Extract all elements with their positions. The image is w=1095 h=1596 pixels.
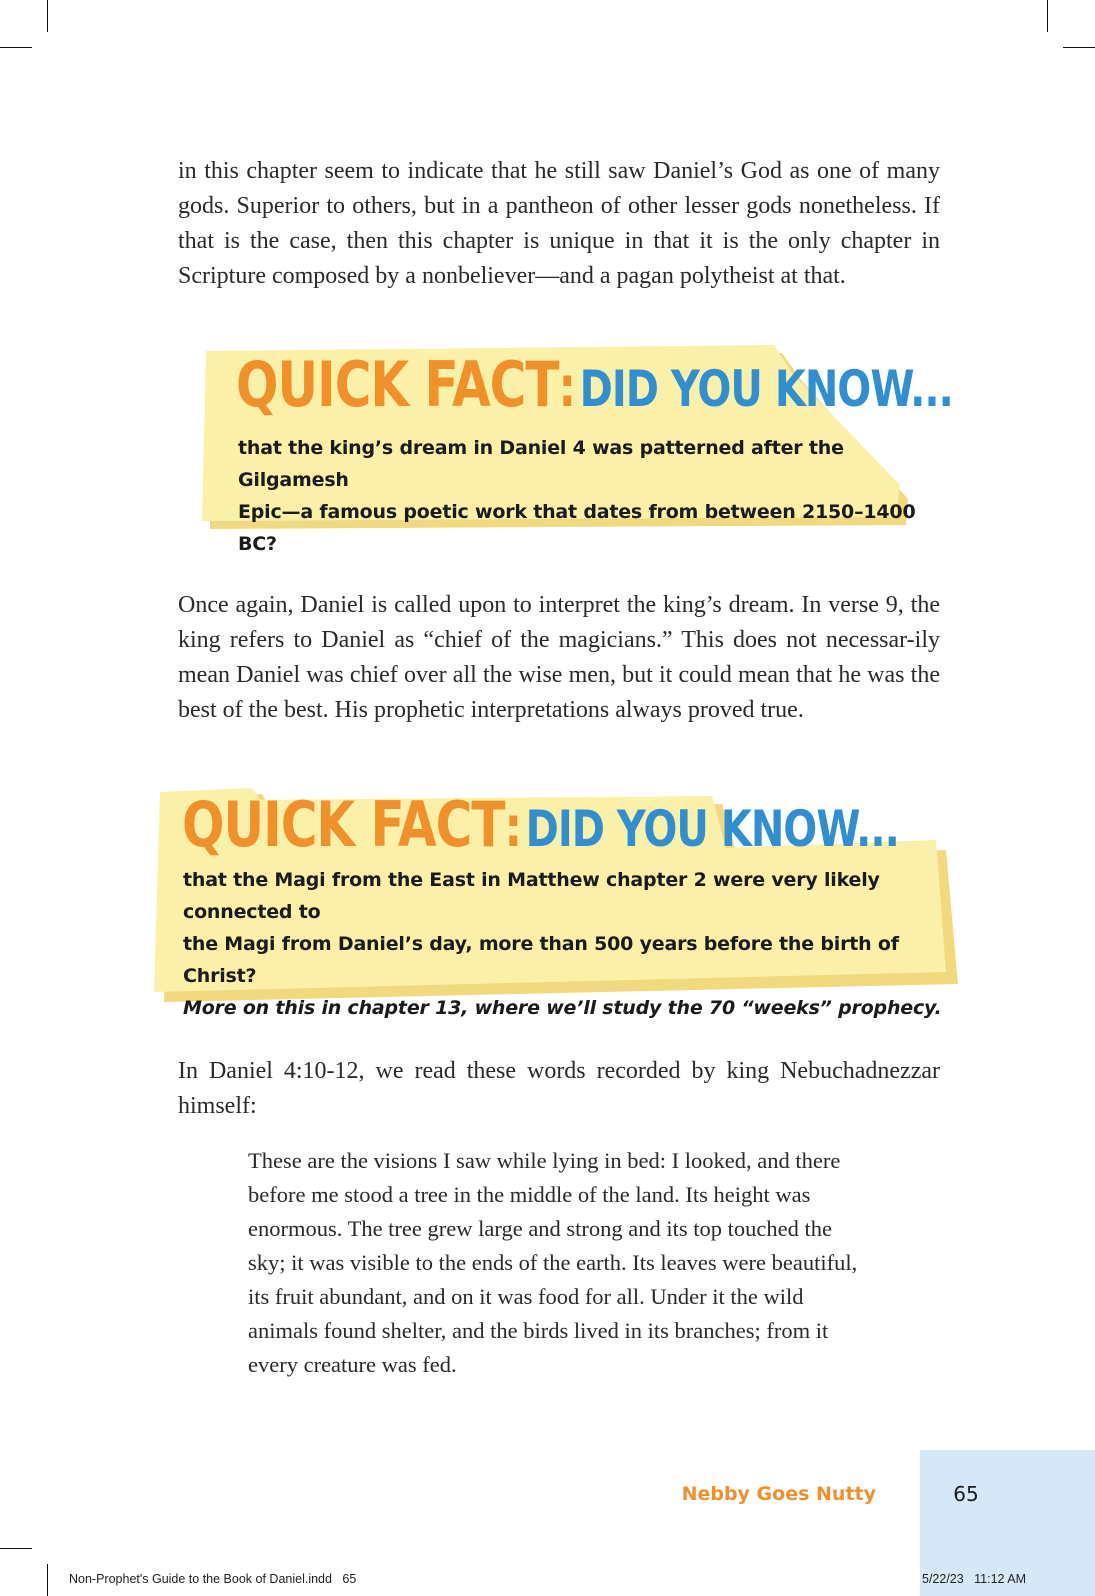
- quick-fact-label: QUICK FACT: [236, 348, 559, 421]
- did-you-know-label: DID YOU KNOW...: [525, 801, 899, 859]
- crop-mark: [0, 47, 32, 48]
- slug-file-info: Non-Prophet's Guide to the Book of Daniel.indd 65: [69, 1572, 357, 1586]
- fact-italic-line: More on this in chapter 13, where we’ll study the 70 “weeks” prophecy.: [183, 997, 942, 1019]
- quick-fact-text: [238, 432, 918, 560]
- fact-line: the Magi from Daniel’s day, more than 500 years before the birth of Christ?: [183, 933, 899, 987]
- crop-mark: [47, 1564, 48, 1596]
- did-you-know-label: DID YOU KNOW...: [579, 361, 953, 419]
- body-paragraph-3: In Daniel 4:10-12, we read these words recorded by king Nebuchadnezzar himself:: [178, 1058, 940, 1119]
- crop-mark: [1047, 0, 1048, 32]
- body-paragraph-1: in this chapter seem to indicate that he still saw Daniel’s God as one of many gods. Superior to others, but in a pantheon of other lesser gods nonetheless. If that is the case, then this chapter is unique in that it is the only chapter in Scripture composed by a nonbeliever—and a pagan polytheist at that.: [178, 158, 940, 289]
- quick-fact-heading: [182, 789, 899, 862]
- crop-mark: [1063, 47, 1095, 48]
- running-footer-title: Nebby Goes Nutty: [681, 1483, 876, 1505]
- quick-fact-box-2: [150, 788, 980, 1019]
- crop-mark: [47, 0, 48, 32]
- quick-fact-colon: :: [504, 796, 522, 860]
- fact-line: that the Magi from the East in Matthew chapter 2 were very likely connected to: [183, 869, 880, 923]
- quick-fact-colon: :: [558, 356, 576, 420]
- fact-line: Epic—a famous poetic work that dates from between 2150–1400 BC?: [238, 501, 916, 555]
- slug-date-info: 5/22/23 11:12 AM: [922, 1572, 1027, 1586]
- quick-fact-label: QUICK FACT: [182, 788, 505, 861]
- quick-fact-text: [183, 864, 963, 1024]
- block-quote: These are the visions I saw while lying in bed: I looked, and there before me stood a tree in the middle of the land. Its height was enormous. The tree grew large and strong and its top touched the sky; it was visible to the ends of the earth. Its leaves were beautiful, its fruit abundant, and on it was food for all. Under it the wild animals found shelter, and the birds lived in its branches; from it every creature was fed.: [248, 1148, 858, 1377]
- quick-fact-box-1: [196, 345, 953, 555]
- quick-fact-heading: [236, 349, 953, 422]
- crop-mark: [0, 1548, 32, 1549]
- page-number: 65: [953, 1482, 979, 1506]
- body-paragraph-2: Once again, Daniel is called upon to interpret the king’s dream. In verse 9, the king refers to Daniel as “chief of the magicians.” This does not necessar-ily mean Daniel was chief over all the wise men, but it could mean that he was the best of the best. His prophetic interpretations always proved true.: [178, 592, 940, 723]
- fact-line: that the king’s dream in Daniel 4 was patterned after the Gilgamesh: [238, 437, 844, 491]
